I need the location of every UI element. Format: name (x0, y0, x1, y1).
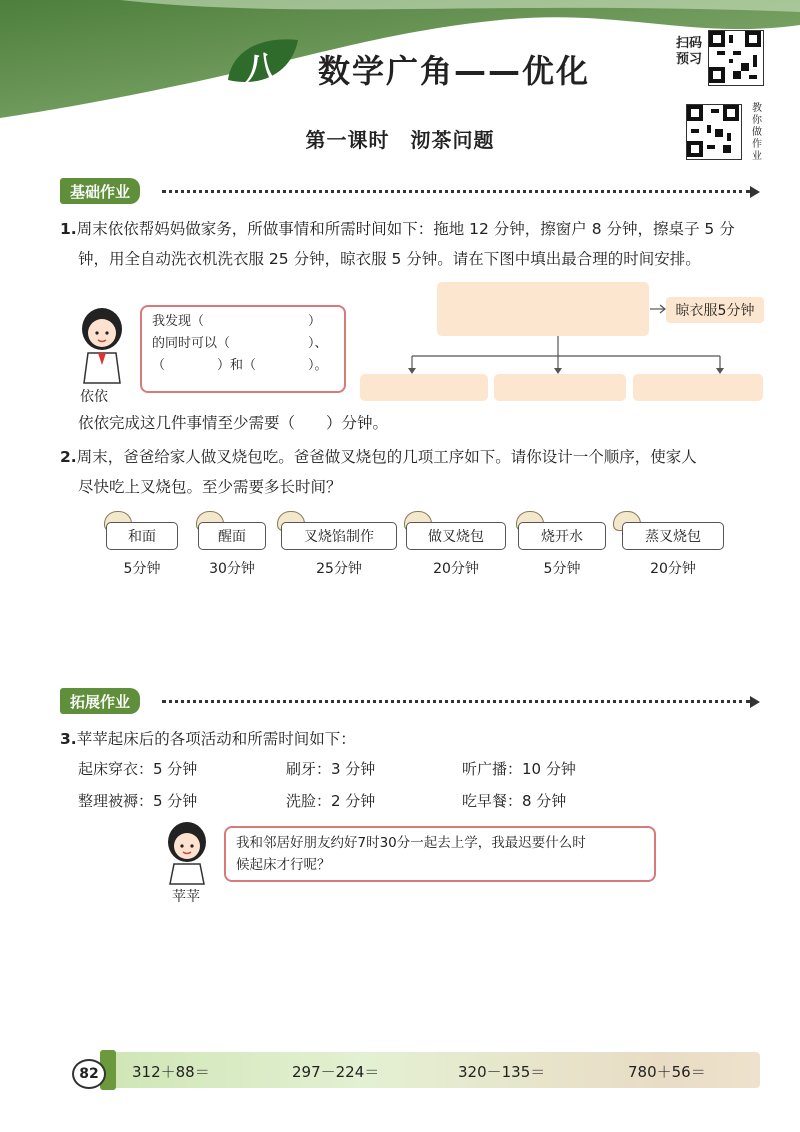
calc-exercise: 320－135＝ (458, 1063, 546, 1081)
step-time: 25分钟 (316, 561, 362, 577)
step-time: 20分钟 (650, 561, 696, 577)
page-number: 82 (72, 1059, 106, 1089)
question-text-line: 周末，爸爸给家人做叉烧包吃。爸爸做叉烧包的几项工序如下。请你设计一个顺序，使家人 (76, 448, 697, 466)
answer-box-sub[interactable] (633, 374, 763, 401)
teach-homework-label: 教你做作业 (752, 103, 762, 162)
step-box: 醒面 (198, 522, 266, 550)
question-text-line: 钟，用全自动洗衣机洗衣服 25 分钟，晾衣服 5 分钟。请在下图中填出最合理的时间安排。 (78, 250, 701, 268)
bubble-line: 的同时可以（ ）、 (152, 336, 328, 351)
activity-item: 洗脸：2 分钟 (286, 792, 376, 810)
section-tag-extended: 拓展作业 (60, 688, 140, 714)
scan-preview-label: 扫码预习 (675, 36, 702, 67)
girl-character-icon (160, 820, 214, 886)
arrow-right-icon (750, 696, 760, 708)
calc-exercise: 780＋56＝ (628, 1063, 706, 1081)
step-box: 做叉烧包 (406, 522, 506, 550)
question-1 (60, 214, 770, 274)
step-box: 烧开水 (518, 522, 606, 550)
flow-end-label: 晾衣服5分钟 (666, 297, 764, 323)
speech-bubble (140, 305, 346, 393)
step-time: 30分钟 (209, 561, 255, 577)
question-2 (60, 442, 770, 502)
calc-exercise: 312＋88＝ (132, 1063, 210, 1081)
girl-character-icon (74, 305, 130, 387)
lesson-title: 第一课时 沏茶问题 (305, 128, 495, 152)
answer-box-sub[interactable] (360, 374, 488, 401)
unit-number-badge: 八 (244, 49, 278, 90)
step-box: 叉烧馅制作 (281, 522, 397, 550)
question-text-line: 周末依依帮妈妈做家务，所做事情和所需时间如下：拖地 12 分钟，擦窗户 8 分钟，擦桌子 5 分 (76, 220, 735, 238)
answer-line: 依依完成这几件事情至少需要（ ）分钟。 (78, 414, 389, 432)
question-3 (60, 724, 356, 754)
question-number: 3. (60, 730, 77, 748)
flow-connector-lines (355, 336, 785, 376)
activity-item: 听广播：10 分钟 (462, 760, 576, 778)
step-time: 5分钟 (123, 561, 161, 577)
step-box: 蒸叉烧包 (622, 522, 724, 550)
answer-box-sub[interactable] (494, 374, 626, 401)
character-name: 苹苹 (172, 889, 200, 905)
bubble-line: （ ）和（ ）。 (152, 358, 328, 373)
arrow-right-icon (750, 186, 760, 198)
step-box: 和面 (106, 522, 178, 550)
question-text-line: 尽快吃上叉烧包。至少需要多长时间？ (78, 478, 342, 496)
character-name: 依依 (80, 389, 108, 405)
question-number: 1. (60, 220, 77, 238)
activity-item: 刷牙：3 分钟 (286, 760, 376, 778)
unit-title: 数学广角——优化 (318, 52, 591, 90)
qr-code-icon[interactable] (708, 30, 764, 86)
answer-box-main[interactable] (437, 282, 649, 336)
activity-item: 整理被褥：5 分钟 (78, 792, 198, 810)
question-number: 2. (60, 448, 77, 466)
bubble-line: 候起床才行呢？ (236, 857, 331, 873)
section-divider (162, 700, 750, 703)
activity-item: 起床穿衣：5 分钟 (78, 760, 198, 778)
bubble-line: 我和邻居好朋友约好7时30分一起去上学，我最迟要什么时 (236, 835, 586, 851)
step-time: 5分钟 (543, 561, 581, 577)
arrow-right-icon (648, 302, 668, 316)
question-text-line: 苹苹起床后的各项活动和所需时间如下： (76, 730, 356, 748)
section-tag-basic: 基础作业 (60, 178, 140, 204)
calc-exercise: 297－224＝ (292, 1063, 380, 1081)
section-divider (162, 190, 750, 193)
step-time: 20分钟 (433, 561, 479, 577)
activity-item: 吃早餐：8 分钟 (462, 792, 567, 810)
bubble-line: 我发现（ ） (152, 314, 322, 329)
speech-bubble (224, 826, 656, 882)
